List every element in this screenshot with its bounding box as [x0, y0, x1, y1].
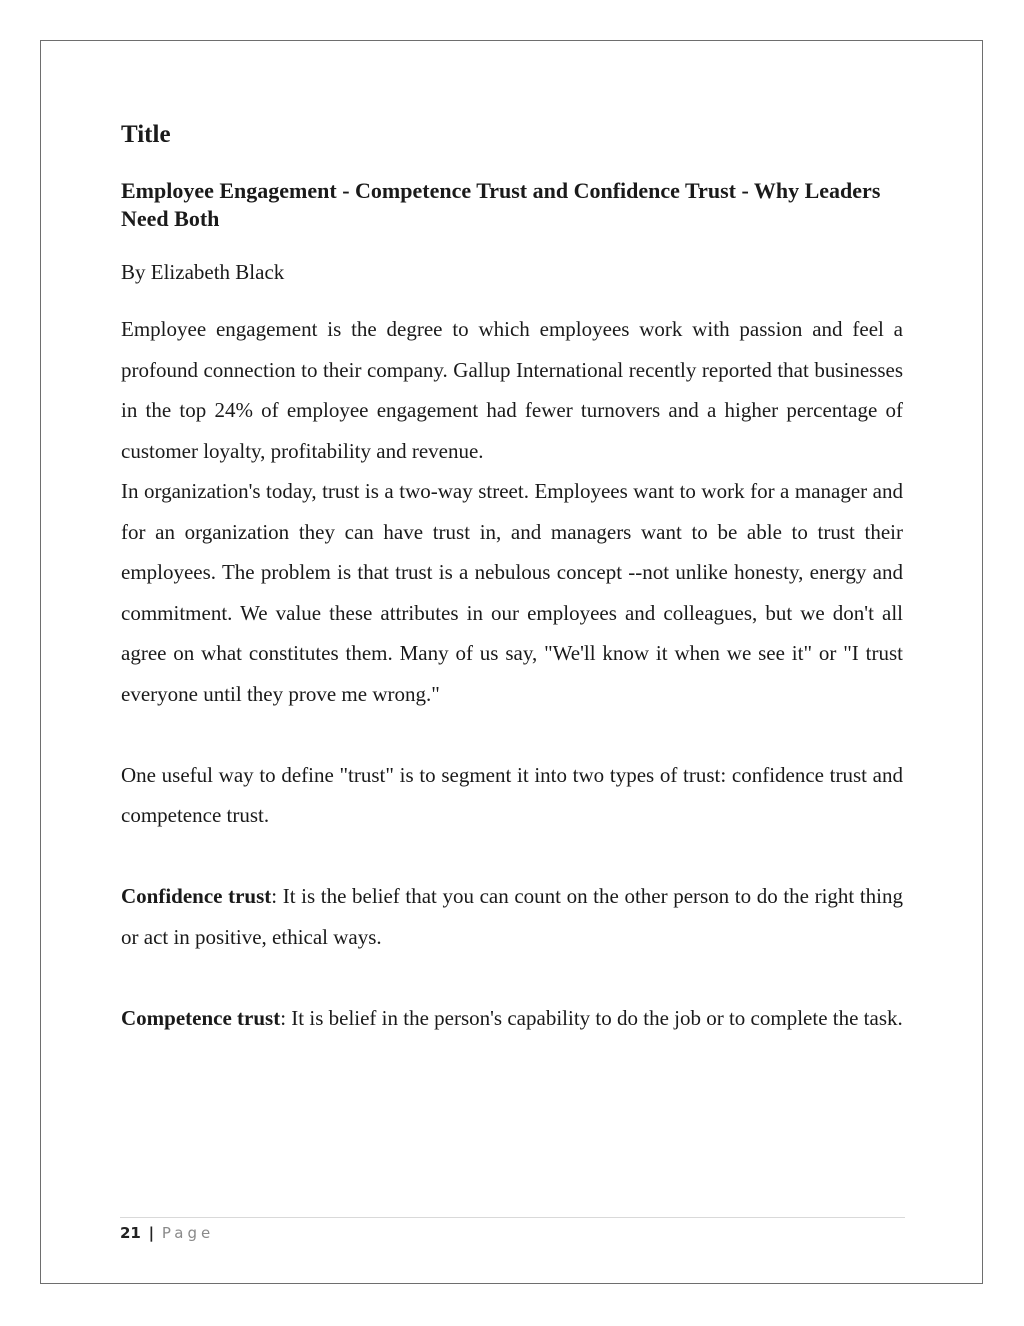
paragraph-engagement-definition: Employee engagement is the degree to which employees work with passion and feel a profound connection to their company. Gallup International recently reported that businesses in the top 24% of employee engagement had fewer turnovers and a higher percentage of customer loyalty, profitability and revenue. [121, 317, 903, 463]
page-label: Page [161, 1224, 215, 1242]
section-heading: Title [121, 121, 171, 148]
footer-separator: | [148, 1224, 155, 1242]
competence-trust-term: Competence trust [121, 1005, 281, 1030]
competence-trust-text: : It is belief in the person's capability to do the job or to complete the task. [280, 1005, 903, 1030]
page-number: 21 [120, 1224, 141, 1242]
paragraph-trust-types: One useful way to define "trust" is to segment it into two types of trust: confidence trust and competence trust. [121, 762, 903, 827]
page-footer [120, 1222, 214, 1244]
paragraph-trust-two-way: In organization's today, trust is a two-way street. Employees want to work for a manager and for an organization they can have trust in, and managers want to be able to trust their employees. The problem is that trust is a nebulous concept --not unlike honesty, energy and commitment. We value these attributes in our employees and colleagues, but we don't all agree on what constitutes them. Many of us say, "We'll know it when we see it" or "I trust everyone until they prove me wrong." [121, 479, 903, 706]
paragraph-spacer [121, 714, 903, 755]
confidence-trust-text: : It is the belief that you can count on the other person to do the right thing or act in positive, ethical ways. [121, 884, 904, 949]
footer-divider [120, 1217, 905, 1218]
confidence-trust-term: Confidence trust [121, 884, 272, 908]
document-title: Employee Engagement - Competence Trust and Confidence Trust - Why Leaders Need Both [121, 178, 881, 231]
document-body [121, 117, 903, 1038]
confidence-trust-definition [121, 876, 903, 957]
author-byline: By Elizabeth Black [121, 260, 285, 284]
paragraph-spacer [121, 957, 903, 998]
paragraph-spacer [121, 836, 903, 877]
competence-trust-definition [121, 998, 903, 1039]
